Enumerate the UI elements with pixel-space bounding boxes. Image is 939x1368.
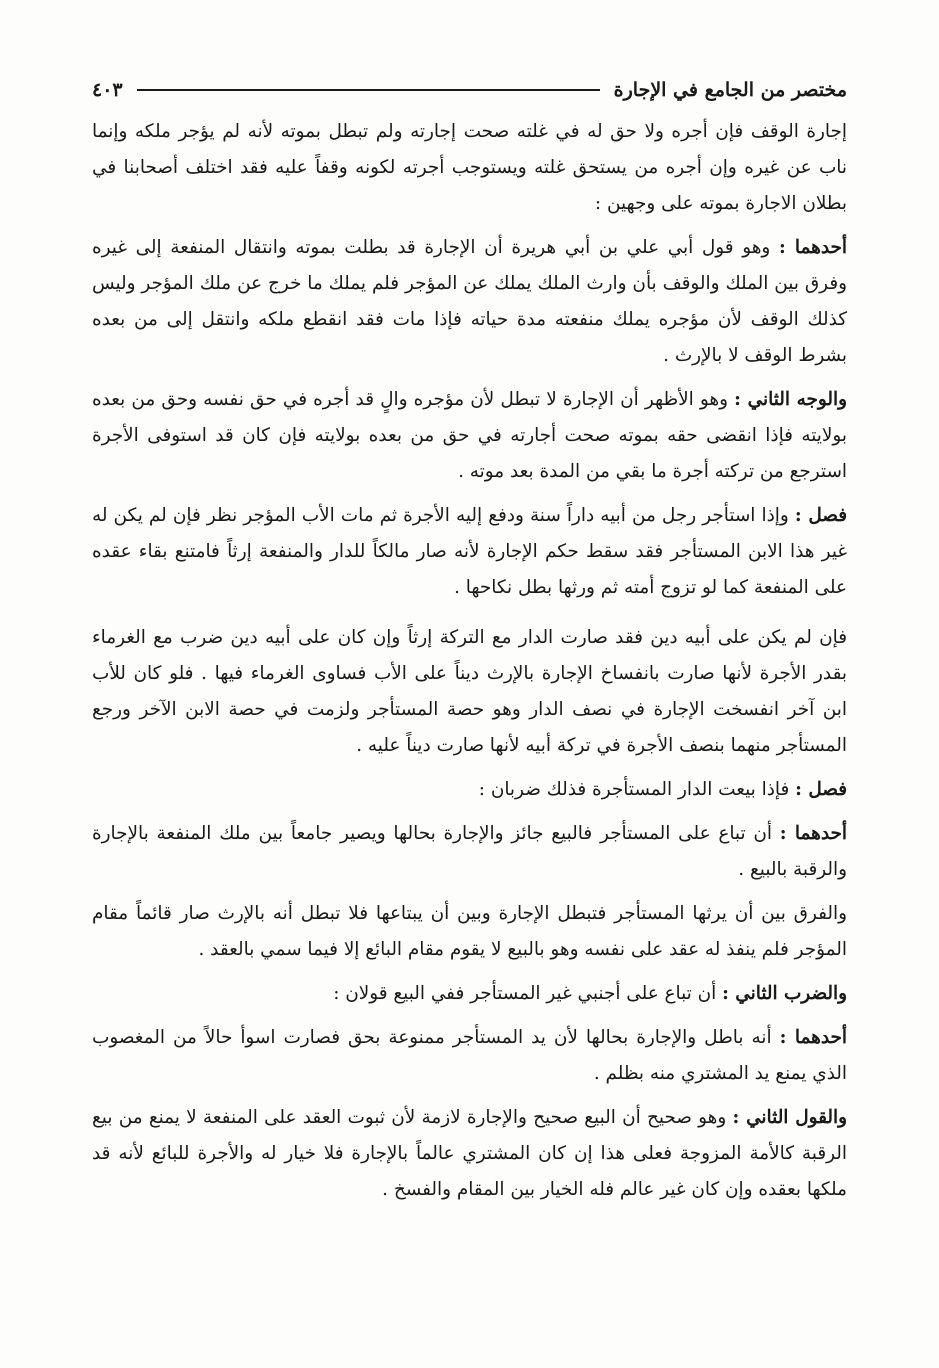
paragraph-text: أن تباع على أجنبي غير المستأجر ففي البيع قولان : [333,983,723,1004]
paragraph-text: فإذا بيعت الدار المستأجرة فذلك ضربان : [478,779,796,800]
paragraph-text: إجارة الوقف فإن أجره ولا حق له في غلته صحت إجارته ولم تبطل بموته لأنه لم يؤجر ملكه وإنما ناب عن غيره وإن أجره من يستحق غلته ويستوجب أجرته لكونه وقفاً عليه فقد اختلف أصحابنا في بطلان الاجارة بموته على وجهين : [92,121,847,214]
paragraph-label: فصل : [795,779,847,800]
paragraph-text: أنه باطل والإجارة بحالها لأن يد المستأجر ممنوعة بحق فصارت اسوأ حالاً من المغصوب الذي يمنع يد المشتري منه بظلم . [92,1027,847,1084]
paragraph-text: وهو صحيح أن البيع صحيح والإجارة لازمة لأن ثبوت العقد على المنفعة لا يمنع من بيع الرقبة كالأمة المزوجة فعلى هذا إن كان المشتري عالماً بالإجارة فلا خيار له والأجرة للبائع لأنه قد ملكها بعقده وإن كان غير عالم فله الخيار بين المقام والفسخ . [92,1107,847,1200]
running-header [92,74,847,106]
paragraph-label: والوجه الثاني : [734,389,847,410]
page-number: ٤٠٣ [92,79,123,101]
header-title: مختصر من الجامع في الإجارة [613,79,847,101]
paragraph-1 [92,114,847,222]
paragraph-label: أحدهما : [778,237,847,258]
paragraph-label: والقول الثاني : [732,1107,847,1128]
paragraph-label: فصل : [794,505,848,526]
paragraph-text: وهو الأظهر أن الإجارة لا تبطل لأن مؤجره والٍ قد أجره في حق نفسه وحق من بعده بولايته فإذا انقضى حقه بموته صحت أجارته في حق من بعده بولايته فإن كان قد استوفى الأجرة استرجع من تركته أجرة ما بقي من المدة بعد موته . [92,389,847,482]
paragraph-text: وإذا استأجر رجل من أبيه داراً سنة ودفع إليه الأجرة ثم مات الأب المؤجر نظر فإن لم يكن له غير هذا الابن المستأجر فقد سقط حكم الإجارة لأنه صار مالكاً للدار والمنفعة إرثاً فامتنع بقاء عقده على المنفعة كما لو تزوج أمته ثم ورثها بطل نكاحها . [92,505,847,598]
paragraph-text: وهو قول أبي علي بن أبي هريرة أن الإجارة قد بطلت بموته وانتقال المنفعة إلى غيره وفرق بين الملك والوقف بأن وارث الملك يملك عن المؤجر فلم يملك ما خرج عن ملك المؤجر وليس كذلك الوقف لأن مؤجره يملك منفعته مدة حياته فإذا مات فقد انقطع ملكه وانتقل إلى من بعده بشرط الوقف لا بالإرث . [92,237,847,366]
paragraph-8 [92,896,847,968]
paragraph-9 [92,976,847,1012]
paragraph-label: أحدهما : [779,1027,847,1048]
paragraph-text: والفرق بين أن يرثها المستأجر فتبطل الإجارة وبين أن يبتاعها فلا تبطل أنه بالإرث صار قائماً مقام المؤجر فلم ينفذ له عقد على نفسه وهو بالبيع لا يقوم مقام البائع إلا فيما سمي بالعقد . [92,903,847,960]
paragraph-10 [92,1020,847,1092]
paragraph-text: فإن لم يكن على أبيه دين فقد صارت الدار مع التركة إرثاً وإن كان على أبيه دين ضرب مع الغرماء بقدر الأجرة لأنها صارت بانفساخ الإجارة بالإرث ديناً على الأب فساوى الغرماء فيها . فلو كان للأب ابن آخر انفسخت الإجارة في نصف الدار وهو حصة المستأجر ولزمت في حصة الابن الآخر ورجع المستأجر منهما بنصف الأجرة في تركة أبيه لأنها صارت ديناً عليه . [92,627,847,756]
paragraph-text: أن تباع على المستأجر فالبيع جائز والإجارة بحالها ويصير جامعاً بين ملك المنفعة بالإجارة والرقبة بالبيع . [92,823,847,880]
paragraph-2 [92,230,847,374]
header-rule [137,89,600,91]
paragraph-11 [92,1100,847,1208]
paragraph-label: والضرب الثاني : [722,983,847,1004]
paragraph-6 [92,772,847,808]
paragraph-5 [92,620,847,764]
paragraph-3 [92,382,847,490]
paragraph-4 [92,498,847,606]
page-body [92,114,847,1216]
paragraph-7 [92,816,847,888]
paragraph-label: أحدهما : [779,823,847,844]
